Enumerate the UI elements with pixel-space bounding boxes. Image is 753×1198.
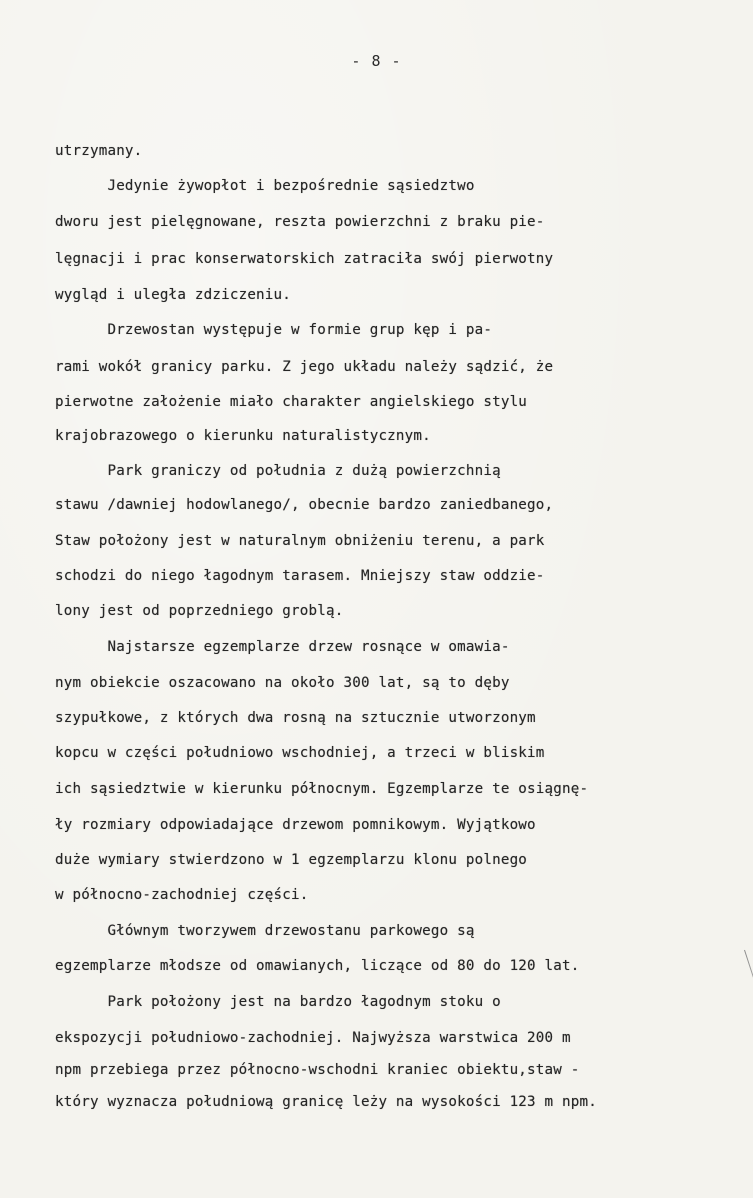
text-line: Park położony jest na bardzo łagodnym stoku o bbox=[55, 994, 501, 1010]
text-line: utrzymany. bbox=[55, 143, 143, 159]
margin-pencil-mark bbox=[744, 950, 753, 1055]
text-line: Najstarsze egzemplarze drzew rosnące w omawia- bbox=[55, 639, 510, 655]
text-line: dworu jest pielęgnowane, reszta powierzchni z braku pie- bbox=[55, 214, 545, 230]
text-line: lony jest od poprzedniego groblą. bbox=[55, 603, 344, 619]
text-line: Drzewostan występuje w formie grup kęp i pa- bbox=[55, 322, 493, 338]
text-line: Głównym tworzywem drzewostanu parkowego są bbox=[55, 923, 475, 939]
text-line: egzemplarze młodsze od omawianych, liczące od 80 do 120 lat. bbox=[55, 958, 580, 974]
text-line: lęgnacji i prac konserwatorskich zatraciła swój pierwotny bbox=[55, 251, 554, 267]
text-line: stawu /dawniej hodowlanego/, obecnie bardzo zaniedbanego, bbox=[55, 497, 554, 513]
text-line: ły rozmiary odpowiadające drzewom pomnikowym. Wyjątkowo bbox=[55, 817, 536, 833]
text-line: ekspozycji południowo-zachodniej. Najwyższa warstwica 200 m bbox=[55, 1030, 571, 1046]
text-line: Jedynie żywopłot i bezpośrednie sąsiedztwo bbox=[55, 178, 475, 194]
text-line: który wyznacza południową granicę leży na wysokości 123 m npm. bbox=[55, 1094, 597, 1110]
text-line: schodzi do niego łagodnym tarasem. Mniejszy staw oddzie- bbox=[55, 568, 545, 584]
text-line: ich sąsiedztwie w kierunku północnym. Egzemplarze te osiągnę- bbox=[55, 781, 589, 797]
text-line: kopcu w części południowo wschodniej, a trzeci w bliskim bbox=[55, 745, 545, 761]
text-line: Park graniczy od południa z dużą powierzchnią bbox=[55, 463, 501, 479]
text-line: rami wokół granicy parku. Z jego układu należy sądzić, że bbox=[55, 359, 554, 375]
text-line: pierwotne założenie miało charakter angielskiego stylu bbox=[55, 394, 528, 410]
text-line: duże wymiary stwierdzono w 1 egzemplarzu klonu polnego bbox=[55, 852, 528, 868]
text-line: nym obiekcie oszacowano na około 300 lat, są to dęby bbox=[55, 675, 510, 691]
text-line: npm przebiega przez północno-wschodni kraniec obiektu,staw - bbox=[55, 1062, 580, 1078]
text-line: szypułkowe, z których dwa rosną na sztucznie utworzonym bbox=[55, 710, 536, 726]
text-line: wygląd i uległa zdziczeniu. bbox=[55, 287, 292, 303]
text-line: w północno-zachodniej części. bbox=[55, 887, 309, 903]
text-line: Staw położony jest w naturalnym obniżeniu terenu, a park bbox=[55, 533, 545, 549]
page-number: - 8 - bbox=[351, 52, 402, 70]
text-line: krajobrazowego o kierunku naturalistycznym. bbox=[55, 428, 431, 444]
